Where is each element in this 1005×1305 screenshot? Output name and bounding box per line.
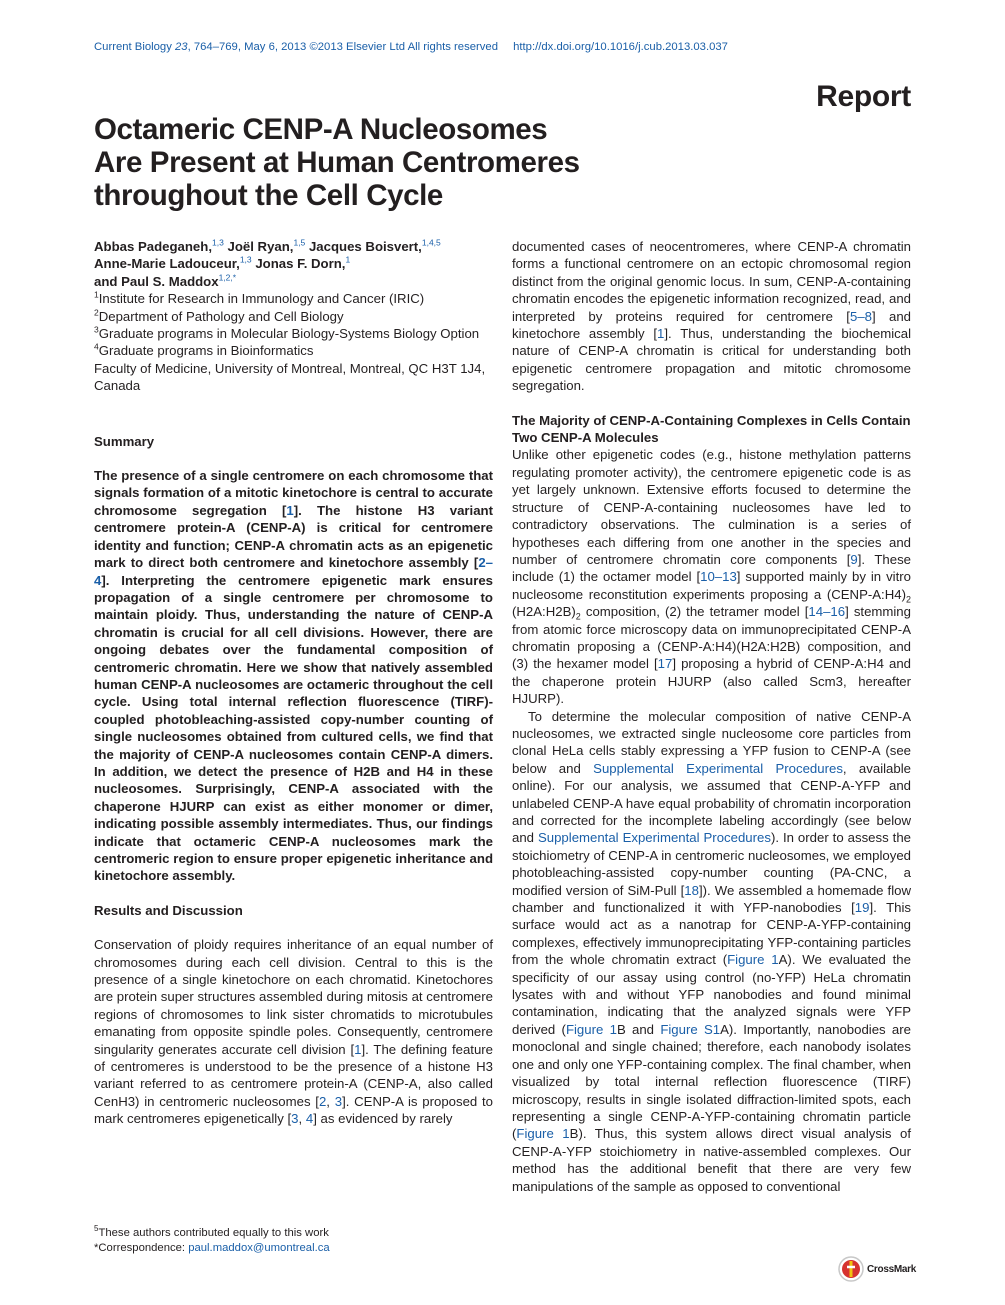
summary-heading: Summary <box>94 433 155 449</box>
affiliation: $^1$Institute for Research in Immunology and Cancer (IRIC) <box>94 289 425 307</box>
figure-link[interactable]: Figure 1 <box>727 952 779 968</box>
reference-link[interactable]: 1 <box>657 326 665 342</box>
author: Anne-Marie Ladouceur,$^{1,3}$ <box>94 255 252 272</box>
crossmark-icon <box>838 1256 864 1282</box>
reference-link[interactable]: 3 <box>291 1111 299 1127</box>
journal-volume: 23 <box>175 41 188 53</box>
reference-link[interactable]: 2–4 <box>94 555 493 588</box>
author-affiliation-link[interactable]: 1,3 <box>239 255 252 266</box>
body-paragraph: documented cases of neocentromeres, where CENP-A chromatin forms a functional centromere on an ectopic chromosomal region distinct from the original genomic locus. In sum, CENP-A-containing chromatin encodes the epigenetic information recognized, read, and interpreted by proteins required for centromere [5–8] and kinetochore assembly [1]. Thus, understanding the biochemical nature of CENP-A chromatin is critical for understanding both epigenetic centromere propagation and mitotic chromosome segregation. <box>512 239 912 394</box>
affiliation: $^3$Graduate programs in Molecular Biology-Systems Biology Option <box>94 324 480 342</box>
reference-link[interactable]: 4 <box>305 1111 314 1127</box>
author-affiliation-link[interactable]: 1,3 <box>212 237 224 248</box>
figure-link[interactable]: Figure 1 <box>565 1021 617 1037</box>
author: and Paul S. Maddox$^{1,2,*}$ <box>94 272 237 289</box>
reference-link[interactable]: 9 <box>850 551 858 567</box>
title-line: throughout the Cell Cycle <box>94 179 443 212</box>
journal-name: Current Biology <box>94 41 172 53</box>
reference-link[interactable]: 17 <box>657 656 673 672</box>
correspondence-email-link[interactable]: paul.maddox@umontreal.ca <box>188 1242 330 1255</box>
footnotes <box>94 1221 493 1257</box>
title-line: Are Present at Human Centromeres <box>94 146 580 179</box>
reference-link[interactable]: 14–16 <box>808 604 846 620</box>
crossmark-label: CrossMark <box>867 1263 916 1275</box>
reference-link[interactable]: 18 <box>684 882 699 898</box>
footnote: $^5$These authors contributed equally to this work <box>94 1224 329 1239</box>
reference-link[interactable]: 10–13 <box>700 569 737 585</box>
figure-link[interactable]: Figure S1 <box>660 1021 721 1037</box>
reference-link[interactable]: 2 <box>318 1093 327 1109</box>
right-column <box>512 238 911 1195</box>
supplemental-link[interactable]: Supplemental Experimental Procedures <box>593 760 843 776</box>
author: Abbas Padeganeh,$^{1,3}$ <box>94 237 224 254</box>
article-type: Report <box>816 80 911 113</box>
author: Joël Ryan,$^{1,5}$ <box>227 237 306 254</box>
footnote: *Correspondence: paul.maddox@umontreal.ca <box>94 1242 330 1255</box>
reference-link[interactable]: 1 <box>286 502 294 518</box>
author-affiliation-link[interactable]: 1,2,* <box>218 272 237 283</box>
author-list <box>94 238 493 290</box>
author: Jonas F. Dorn,$^1$ <box>255 255 351 272</box>
author-affiliation-link[interactable]: 1 <box>345 255 351 266</box>
article-title <box>94 113 654 212</box>
body-paragraph: To determine the molecular composition of native CENP-A nucleosomes, we extracted single nucleosome core particles from clonal HeLa cells stably expressing a YFP fusion to CENP-A (see below and Supplemental Experimental Procedures, available online). For our analysis, we assumed that CENP-A-YFP and unlabeled CENP-A have equal probability of chromatin incorporation and corrected for the incomplete labeling accordingly (see below and Supplemental Experimental Procedures). In order to assess the stoichiometry of CENP-A in centromeric nucleosomes, we employed photobleaching-assisted copy-number counting (PA-CNC, a modified version of SiM-Pull [18]). We assembled a homemade flow chamber and functionalized it with YFP-nanobodies [19]. This surface would act as a nanotrap for CENP-A-YFP-containing complexes, effectively immunoprecipitating YFP-containing particles from the whole chromatin extract (Figure 1A). We evaluated the specificity of our assay using control (no-YFP) HeLa chromatin lysates with and without YFP nanobodies and found minimal contamination, indicating that the analyzed signals were YFP derived (Figure 1B and Figure S1A). Importantly, nanobodies are monoclonal and single chained; therefore, each nanobody isolates one and only one YFP-containing complex. The final chamber, when visualized by total internal reflection fluorescence (TIRF) microscopy, results in single isolated diffraction-limited spots, each representing a single CENP-A-YFP-containing chromatin particle (Figure 1B). Thus, this system allows direct visual analysis of CENP-A-YFP stoichiometry in native-assembled complexes. Our method has the additional benefit that there are very few manipulations of the sample as opposed to conventional <box>512 708 911 1194</box>
results-heading: Results and Discussion <box>94 902 243 918</box>
affiliation: $^4$Graduate programs in Bioinformatics <box>94 342 314 359</box>
left-column <box>94 238 493 1128</box>
affiliations <box>94 290 493 394</box>
crossmark-badge[interactable] <box>838 1255 916 1283</box>
journal-pages: , 764–769, May 6, 2013 <box>187 41 307 53</box>
affiliation: Faculty of Medicine, University of Montreal, Montreal, QC H3T 1J4, Canada <box>94 360 486 394</box>
journal-header <box>94 41 728 53</box>
body-paragraph: Conservation of ploidy requires inheritance of an equal number of chromosomes during each cell division. Central to this is the presence of a single kinetochore on each chromatid. Kinetochores are protein super structures assembled during mitosis at centromere regions of chromosomes to link sister chromatids to microtubules emanating from opposite spindle poles. Consequently, centromere singularity generates accurate cell division [1]. The defining feature of centromeres is understood to be the presence of a histone H3 variant referred to as centromere protein-A (CENP-A, also called CenH3) in centromeric nucleosomes [2, 3]. CENP-A is proposed to mark centromeres epigenetically [3, 4] as evidenced by rarely <box>94 937 494 1127</box>
figure-link[interactable]: Figure 1 <box>516 1126 570 1142</box>
reference-link[interactable]: 5–8 <box>849 308 872 324</box>
author: Jacques Boisvert,$^{1,4,5}$ <box>308 237 441 254</box>
doi-link[interactable]: http://dx.doi.org/10.1016/j.cub.2013.03.037 <box>513 41 728 53</box>
title-line: Octameric CENP-A Nucleosomes <box>94 113 548 146</box>
reference-link[interactable]: 19 <box>854 900 870 916</box>
author-affiliation-link[interactable]: 1,5 <box>293 237 306 248</box>
body-paragraph: Unlike other epigenetic codes (e.g., histone methylation patterns regulating promoter activity), the centromere epigenetic code is as yet largely unknown. Extensive efforts focused to determine the structure of CENP-A-containing nucleosomes have led to contradictory observations. The culmination is a series of hypotheses each differing from one another in the species and number of centromere chromatin core components [9]. These include (1) the octamer model [10–13] supported mainly by in vitro nucleosome reconstitution experiments proposing a $(CENP-A:H4)_2$ $(H2A:H2B)_2$ composition, (2) the tetramer model [14–16] stemming from atomic force microscopy data on immunoprecipitated CENP-A chromatin proposing a (CENP-A:H4)(H2A:H2B) composition, and (3) the hexamer model [17] proposing a hybrid of CENP-A:H4 and the chaperone protein HJURP (also called Scm3, hereafter HJURP). <box>512 447 912 707</box>
author-affiliation-link[interactable]: 1,4,5 <box>421 237 441 248</box>
reference-link[interactable]: 1 <box>354 1041 362 1057</box>
supplemental-link[interactable]: Supplemental Experimental Procedures <box>537 830 771 846</box>
copyright-notice: ©2013 Elsevier Ltd All rights reserved <box>309 41 498 53</box>
summary-paragraph: The presence of a single centromere on each chromosome that signals formation of a mitotic kinetochore is central to accurate chromosome segregation [1]. The histone H3 variant centromere protein-A (CENP-A) is critical for centromere identity and function; CENP-A chromatin acts as an epigenetic mark to direct both centromere and kinetochore assembly [2–4]. Interpreting the centromere epigenetic mark ensures propagation of a single centromere per chromosome to maintain ploidy. Thus, understanding the nature of CENP-A chromatin is crucial for all cell divisions. However, there are ongoing debates over the fundamental composition of centromeric chromatin. Here we show that natively assembled human CENP-A nucleosomes are octameric throughout the cell cycle. Using total internal reflection fluorescence (TIRF)-coupled photobleaching-assisted copy-number counting of single nucleosomes obtained from cultured cells, we find that the majority of CENP-A nucleosomes contain CENP-A dimers. In addition, we detect the presence of H2B and H4 in these nucleosomes. Surprisingly, CENP-A associated with the chaperone HJURP can exist as either monomer or dimer, indicating possible assembly intermediates. Thus, our findings indicate that octameric CENP-A nucleosomes mark the centromeric region to ensure proper epigenetic inheritance and kinetochore assembly. <box>94 468 493 884</box>
section-heading: The Majority of CENP-A-Containing Complexes in Cells Contain Two CENP-A Molecules <box>512 412 911 446</box>
affiliation: $^2$Department of Pathology and Cell Biology <box>94 307 344 324</box>
reference-link[interactable]: 3 <box>334 1093 343 1109</box>
